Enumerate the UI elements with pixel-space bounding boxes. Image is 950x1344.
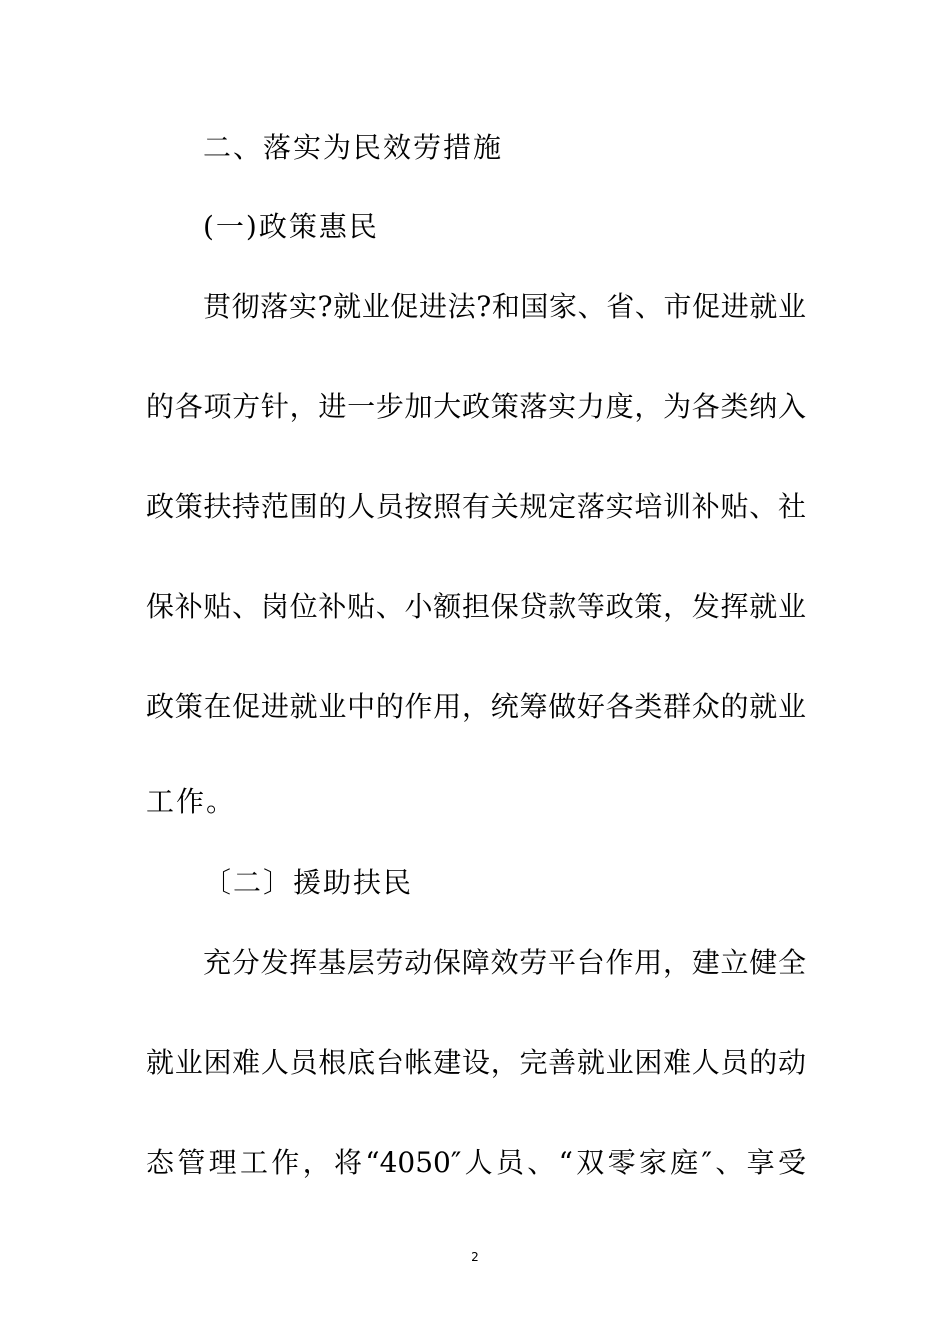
paragraph-line: 就业困难人员根底台帐建设，完善就业困难人员的动 [146,1046,806,1079]
paragraph-line: 贯彻落实?就业促进法?和国家、省、市促进就业 [203,290,806,323]
paragraph-line: 政策扶持范围的人员按照有关规定落实培训补贴、社 [146,490,806,523]
paragraph-line: 工作。 [146,785,237,818]
paragraph-line: 充分发挥基层劳动保障效劳平台作用，建立健全 [203,946,806,979]
subsection-heading-2: 〔二〕援助扶民 [203,866,414,899]
section-heading: 二、落实为民效劳措施 [203,131,504,164]
paragraph-line: 保补贴、岗位补贴、小额担保贷款等政策，发挥就业 [146,590,806,623]
paragraph-line: 的各项方针，进一步加大政策落实力度，为各类纳入 [146,390,806,423]
page-number: 2 [471,1250,479,1264]
subsection-heading-1: (一)政策惠民 [203,210,379,243]
paragraph-line: 态管理工作，将“4050″人员、“双零家庭″、享受 [146,1146,806,1179]
paragraph-line: 政策在促进就业中的作用，统筹做好各类群众的就业 [146,690,806,723]
